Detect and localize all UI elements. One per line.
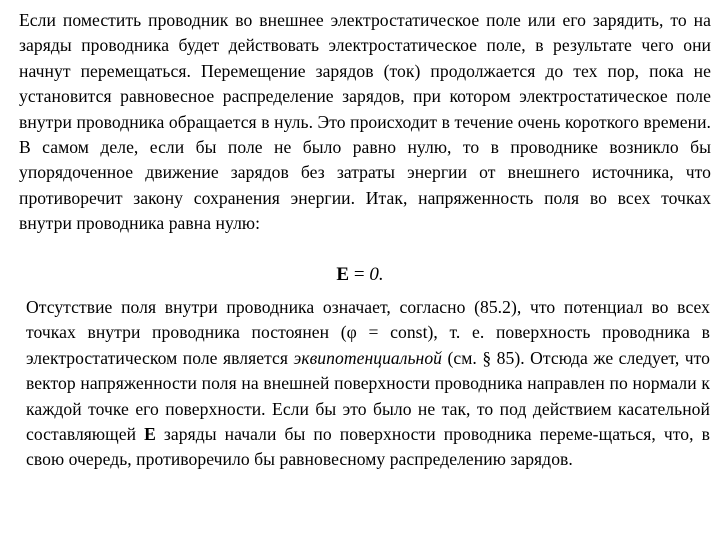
paragraph2-part1: Отсутствие поля внутри проводника означает, согласно (85.2), что потенциал во всех точках внутри проводника постоянен (φ = const), т. е. поверхность проводника в электростатическом поле является [26,297,710,368]
paragraph-equipotential-surface [26,295,710,473]
emphasis-equipotential: эквипотенциальной [293,347,443,368]
paragraph2-part2: (см. § 85). Отсюда же следует, что вектор напряженности поля на внешней поверхности проводника направлен по нормали к каждой точке его поверхности. Если бы это было не так, то под действием касательной составляющей [26,347,711,445]
formula-relation: = [349,264,370,285]
paragraph-conductor-field: Если поместить проводник во внешнее электростатическое поле или его зарядить, то на заряды проводника будет действовать электростатическое поле, в результате чего они начнут перемещаться. Перемещение зарядов (ток) продолжается до тех пор, пока не установится равновесное распределение зарядов, при котором электростатическое поле внутри проводника обращается в нуль. Это происходит в течение очень короткого времени. В самом деле, если бы поле не было равно нулю, то в проводнике возникло бы упорядоченное движение зарядов без затраты энергии от внешнего источника, что противоречит закону сохранения энергии. Итак, напряженность поля во всех точках внутри проводника равна нулю: [19,10,711,234]
formula-value: 0. [369,264,384,285]
formula-field-zero [0,262,720,288]
paragraph2-part3: заряды начали бы по поверхности проводника переме-щаться, что, в свою очередь, противоречило бы равновесному распределению зарядов. [26,424,710,470]
vector-symbol-e: E [144,424,156,445]
formula-symbol: E [336,264,350,285]
